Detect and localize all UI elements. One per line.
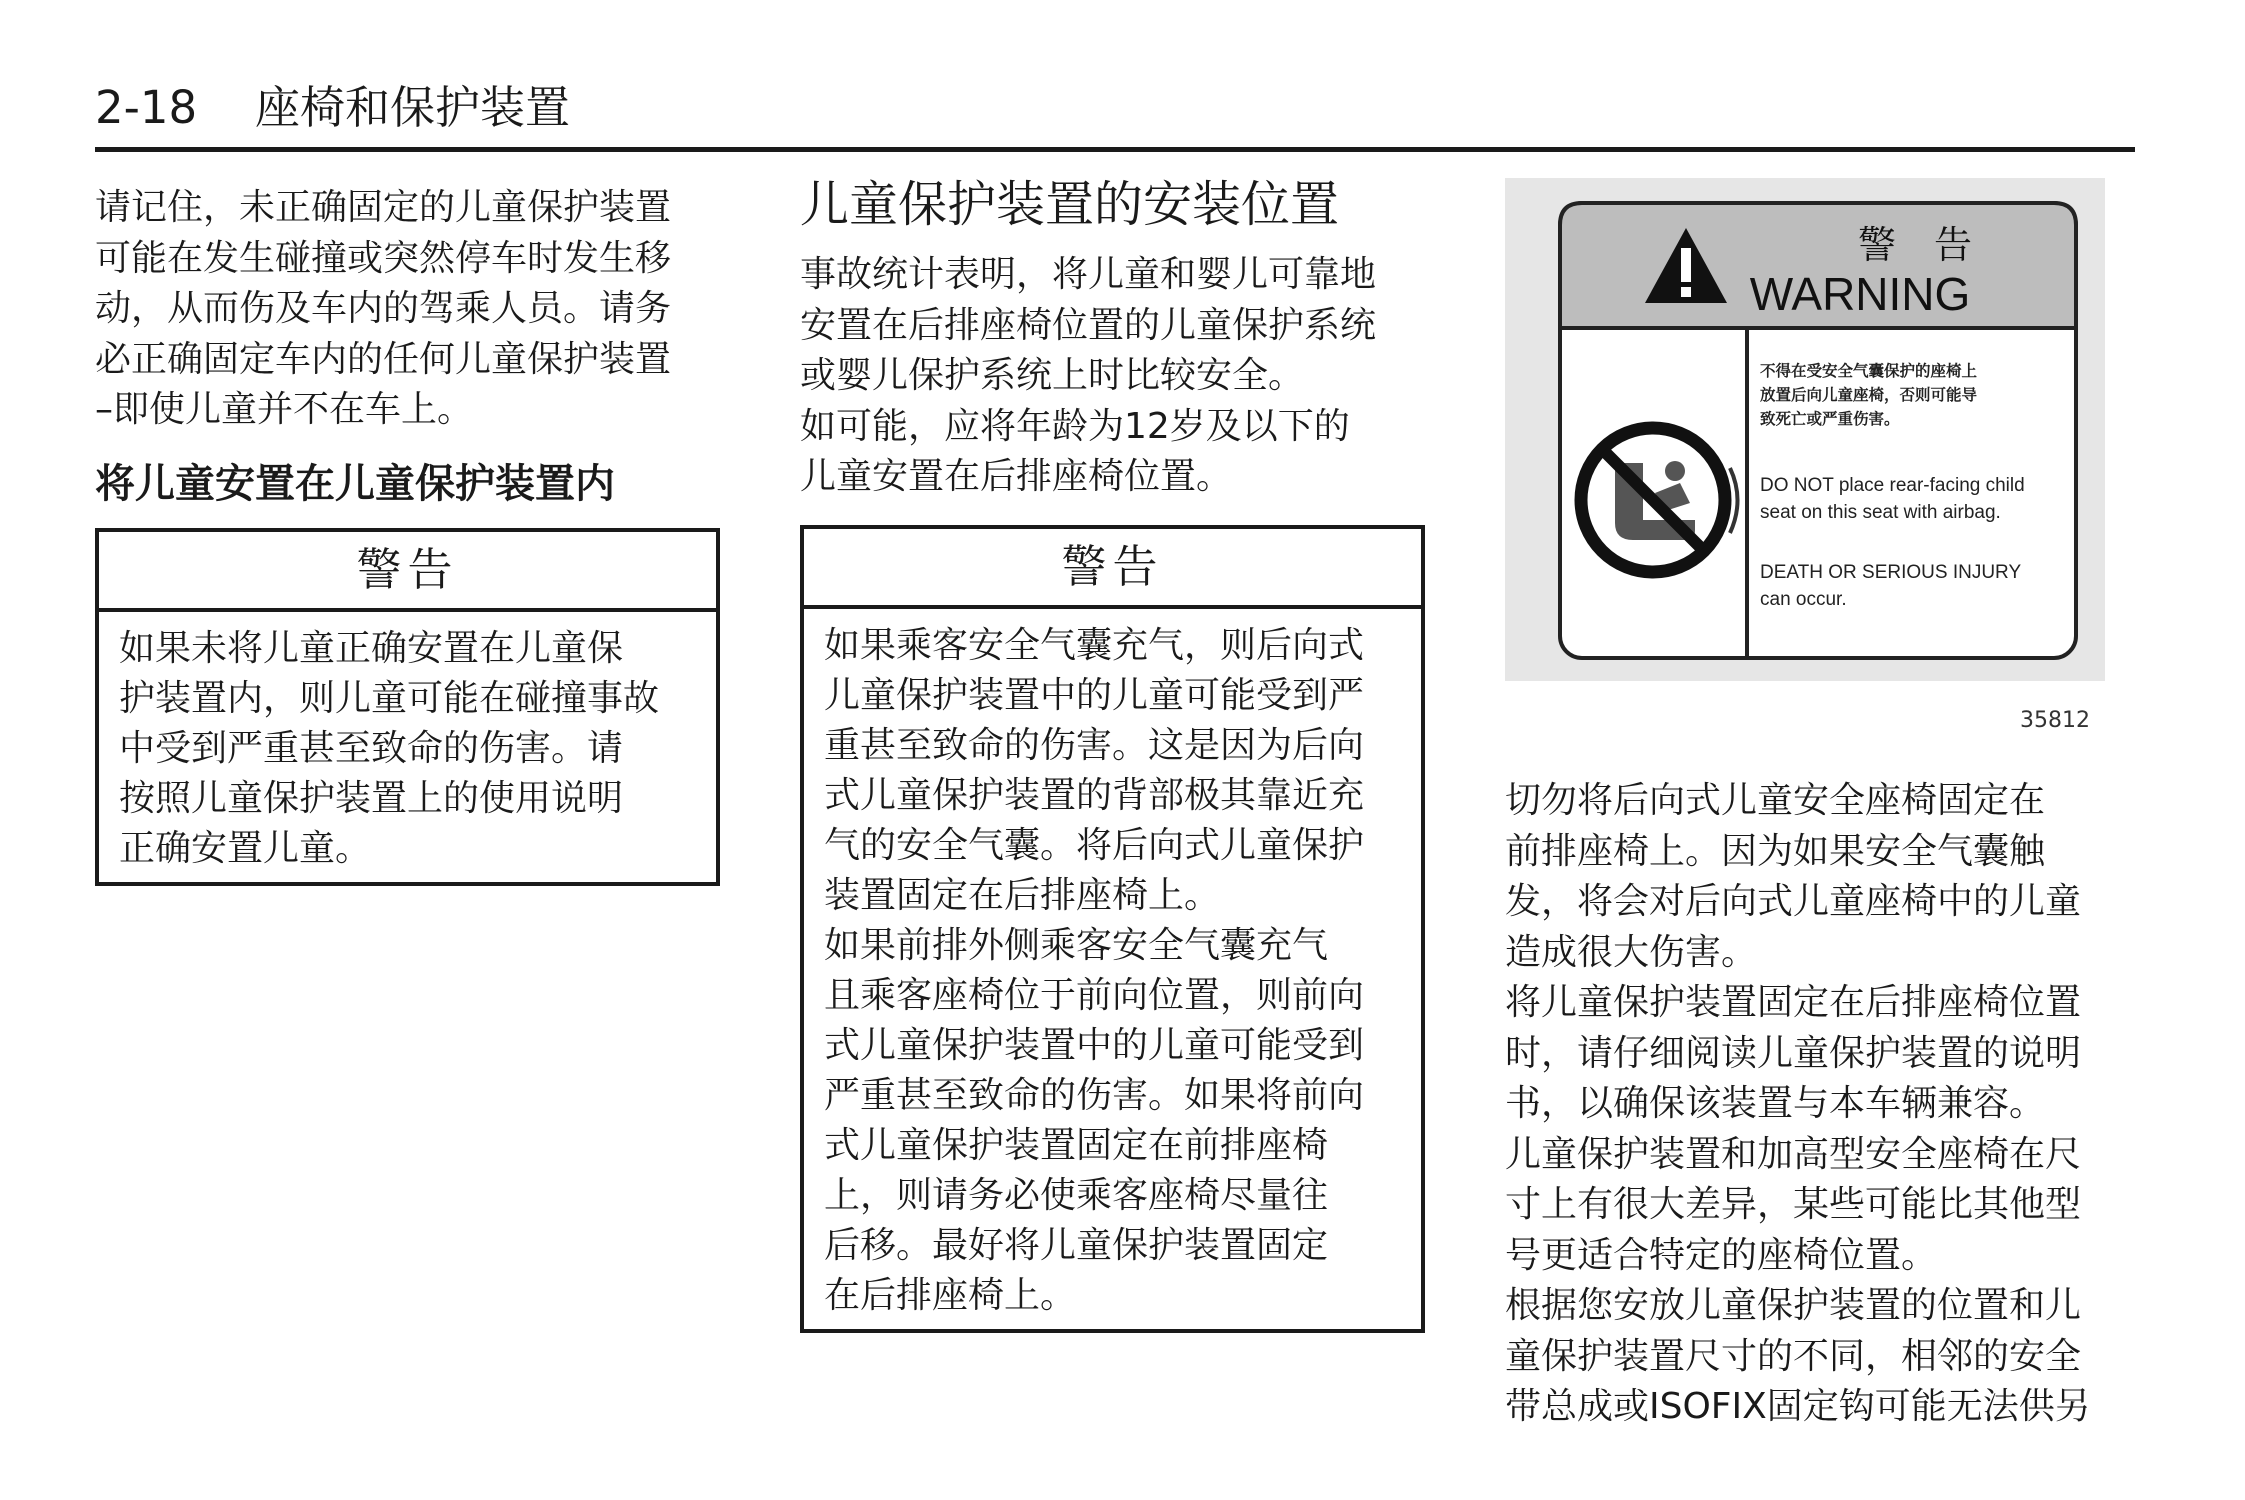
- label-text-cn-2: 放置后向儿童座椅，否则可能导: [1760, 386, 1978, 404]
- column-middle: [800, 170, 1425, 1333]
- figure-number: 35812: [2020, 708, 2090, 733]
- intro-paragraph: 请记住，未正确固定的儿童保护装置 可能在发生碰撞或突然停车时发生移 动，从而伤及车内的驾乘人员。请务 必正确固定车内的任何儿童保护装置 –即使儿童并不在车上。: [95, 187, 672, 430]
- label-title-cn: 警 告: [1857, 223, 1973, 267]
- warning-text: 如果乘客安全气囊充气，则后向式 儿童保护装置中的儿童可能受到严 重甚至致命的伤害。这是因为后向 式儿童保护装置的背部极其靠近充 气的安全气囊。将后向式儿童保护 装置固定在后排座椅上。 如果前排外侧乘客安全气囊充气 且乘客座椅位于前向位置，则前向 式儿童保护装置中的儿童可能受到 严重甚至致命的伤害。如果将前向 式儿童保护装置固定在前排座椅 上，则请务必使乘客座椅尽量往 后移。最好将儿童保护装置固定 在后排座椅上。: [824, 624, 1365, 1316]
- section-title: 座椅和保护装置: [255, 81, 571, 134]
- intro-paragraph: 事故统计表明，将儿童和婴儿可靠地 安置在后排座椅位置的儿童保护系统 或婴儿保护系统上时比较安全。 如可能，应将年龄为12岁及以下的 儿童安置在后排座椅位置。: [800, 254, 1377, 497]
- warning-text: 如果未将儿童正确安置在儿童保 护装置内，则儿童可能在碰撞事故 中受到严重甚至致命的伤害。请 按照儿童保护装置上的使用说明 正确安置儿童。: [119, 627, 660, 869]
- warning-box: [800, 525, 1425, 1333]
- warning-box: [95, 528, 720, 886]
- label-text-en-1: DO NOT place rear-facing child: [1760, 475, 2025, 496]
- subsection-heading: 将儿童安置在儿童保护装置内: [95, 460, 615, 507]
- page-header: [95, 78, 2135, 138]
- label-text-en-2: seat on this seat with airbag.: [1760, 502, 2001, 523]
- label-text-en-3: DEATH OR SERIOUS INJURY: [1760, 562, 2022, 583]
- warning-label-graphic: [1505, 178, 2105, 681]
- label-title-en: WARNING: [1749, 268, 1971, 320]
- column-left: [95, 183, 720, 886]
- airbag-warning-label-image: [1505, 178, 2105, 681]
- warning-title: 警告: [804, 529, 1421, 609]
- body-paragraph: 切勿将后向式儿童安全座椅固定在 前排座椅上。因为如果安全气囊触 发，将会对后向式儿童座椅中的儿童 造成很大伤害。 将儿童保护装置固定在后排座椅位置 时，请仔细阅读儿童保护装置的说明 书，以确保该装置与本车辆兼容。 儿童保护装置和加高型安全座椅在尺 寸上有很大差异，某些可能比其他型 号更适合特定的座椅位置。 根据您安放儿童保护装置的位置和儿 童保护装置尺寸的不同，相邻的安全 带总成或ISOFIX固定钩可能无法供另: [1505, 780, 2091, 1427]
- header-rule: [95, 147, 2135, 152]
- label-text-cn-3: 致死亡或严重伤害。: [1760, 410, 1900, 428]
- page-number: 2-18: [95, 81, 198, 134]
- subsection-heading: 儿童保护装置的安装位置: [800, 176, 1340, 233]
- label-text-cn-1: 不得在受安全气囊保护的座椅上: [1760, 362, 1978, 380]
- warning-title: 警告: [99, 532, 716, 612]
- label-text-en-4: can occur.: [1760, 589, 1847, 610]
